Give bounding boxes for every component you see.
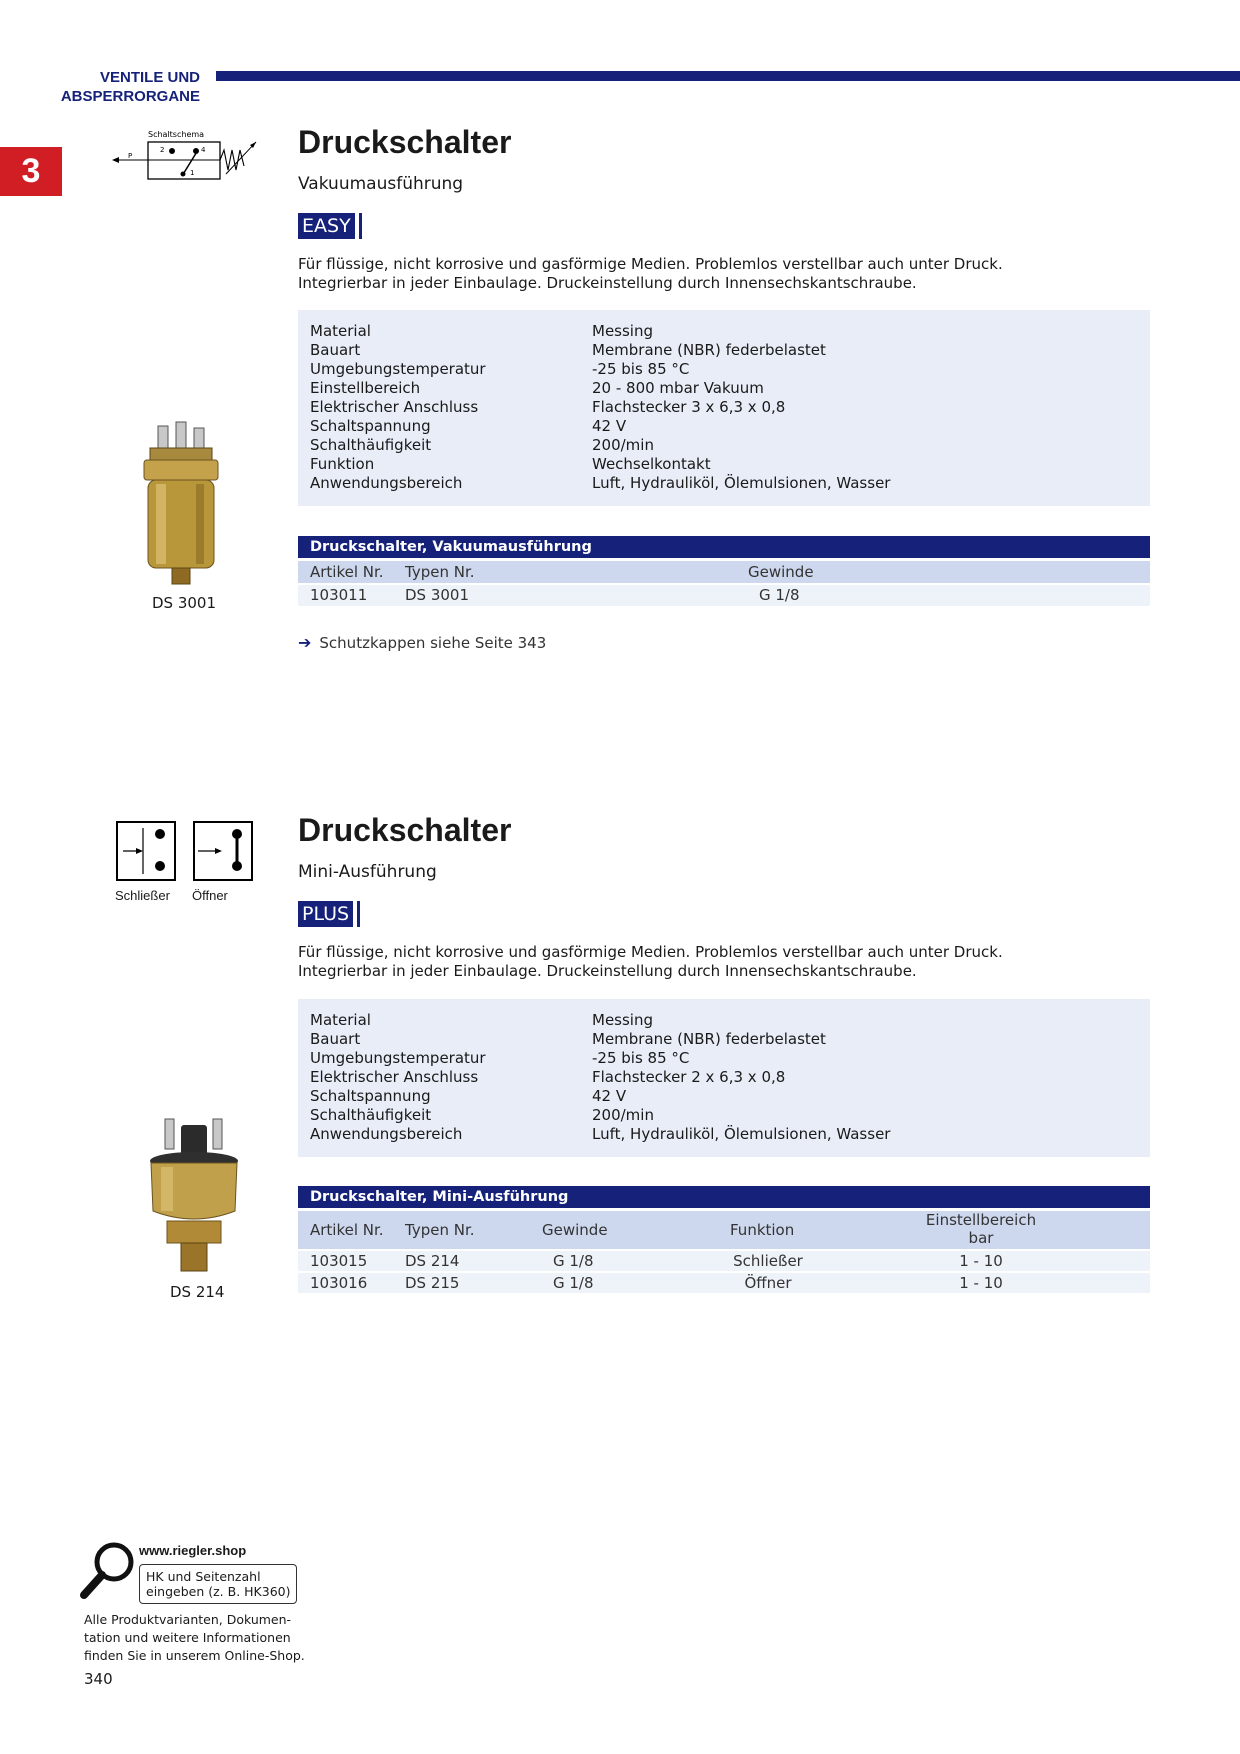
description-line: Für flüssige, nicht korrosive und gasförmige Medien. Problemlos verstellbar auch unter Druck. <box>298 255 1003 273</box>
spec-value: Luft, Hydrauliköl, Ölemulsionen, Wasser <box>592 474 891 492</box>
footer-note <box>84 1611 314 1665</box>
section-title <box>60 68 200 106</box>
spec-value: Flachstecker 2 x 6,3 x 0,8 <box>592 1068 786 1086</box>
shop-url[interactable]: www.riegler.shop <box>139 1543 247 1558</box>
arrow-right-icon: ➔ <box>298 633 312 652</box>
product-description <box>298 943 1058 981</box>
product-subtitle: Mini-Ausführung <box>298 862 437 882</box>
spec-value: Flachstecker 3 x 6,3 x 0,8 <box>592 398 786 416</box>
article-number: 103011 <box>310 586 368 604</box>
product-image-ds3001 <box>130 420 230 594</box>
product-image-ds214 <box>145 1115 245 1284</box>
function: Öffner <box>744 1274 792 1292</box>
search-hint-line: eingeben (z. B. HK360) <box>146 1584 291 1599</box>
normally-open-symbol <box>115 820 177 886</box>
setting-range: 1 - 10 <box>959 1274 1003 1292</box>
pressure-switch-image <box>145 1115 245 1280</box>
section-title-line1: VENTILE UND <box>99 69 200 86</box>
product-table <box>298 536 1150 606</box>
spec-label: Bauart <box>310 1030 361 1048</box>
product-title: Druckschalter <box>298 812 512 848</box>
spec-value: -25 bis 85 °C <box>592 1049 690 1067</box>
badge-divider <box>357 901 360 927</box>
footer-note-line: Alle Produktvarianten, Dokumen- <box>84 1612 292 1627</box>
symbol-label: Öffner <box>192 888 228 903</box>
search-magnifier <box>78 1540 138 1606</box>
svg-text:1: 1 <box>190 169 195 177</box>
table-row[interactable] <box>298 1273 1150 1293</box>
svg-text:2: 2 <box>160 146 165 154</box>
spec-value: Luft, Hydrauliköl, Ölemulsionen, Wasser <box>592 1125 891 1143</box>
table-header-row <box>298 1211 1150 1249</box>
column-header: Gewinde <box>748 563 814 581</box>
column-header: Gewinde <box>542 1221 608 1239</box>
svg-text:4: 4 <box>201 146 206 154</box>
svg-text:P: P <box>128 152 133 160</box>
spec-value: Wechselkontakt <box>592 455 711 473</box>
column-header: Artikel Nr. <box>310 1221 384 1239</box>
page-number: 340 <box>84 1670 113 1688</box>
reference-text: Schutzkappen siehe Seite 343 <box>319 633 547 652</box>
search-hint-box <box>139 1564 297 1604</box>
setting-range: 1 - 10 <box>959 1252 1003 1270</box>
spec-value: 42 V <box>592 417 627 435</box>
column-header: Einstellbereich <box>925 1211 1037 1229</box>
spec-label: Umgebungstemperatur <box>310 360 486 378</box>
spec-label: Schaltspannung <box>310 417 431 435</box>
normally-closed-symbol <box>192 820 254 886</box>
description-line: Integrierbar in jeder Einbaulage. Druckeinstellung durch Innensechskantschraube. <box>298 274 917 292</box>
spec-label: Bauart <box>310 341 361 359</box>
chapter-tab[interactable]: 3 <box>0 147 62 196</box>
spec-label: Material <box>310 322 371 340</box>
spec-panel <box>298 999 1150 1157</box>
spec-label: Einstellbereich <box>310 379 421 397</box>
spec-label: Schalthäufigkeit <box>310 1106 432 1124</box>
spec-value: 20 - 800 mbar Vakuum <box>592 379 764 397</box>
column-header: Typen Nr. <box>405 563 475 581</box>
spec-value: Messing <box>592 322 653 340</box>
product-subtitle: Vakuumausführung <box>298 174 464 194</box>
spec-value: Messing <box>592 1011 653 1029</box>
image-caption: DS 3001 <box>152 594 217 612</box>
diagram-label: Schaltschema <box>148 130 205 139</box>
table-title: Druckschalter, Mini-Ausführung <box>298 1186 1150 1208</box>
thread: G 1/8 <box>553 1274 594 1292</box>
product-title: Druckschalter <box>298 124 512 160</box>
normally-closed-icon <box>192 820 254 882</box>
easy-badge <box>298 213 362 239</box>
switching-diagram-icon <box>110 128 260 186</box>
spec-value: -25 bis 85 °C <box>592 360 690 378</box>
table-header-row <box>298 561 1150 583</box>
spec-value: 200/min <box>592 1106 654 1124</box>
spec-label: Schaltspannung <box>310 1087 431 1105</box>
header-bar <box>216 71 1240 81</box>
spec-label: Schalthäufigkeit <box>310 436 432 454</box>
column-header: Funktion <box>730 1221 795 1239</box>
pressure-switch-image <box>130 420 230 590</box>
column-unit: bar <box>968 1229 994 1247</box>
spec-value: Membrane (NBR) federbelastet <box>592 1030 826 1048</box>
type-number: DS 215 <box>405 1274 460 1292</box>
magnifier-icon <box>78 1540 138 1602</box>
spec-panel <box>298 310 1150 506</box>
thread: G 1/8 <box>759 586 800 604</box>
reference-link[interactable] <box>298 633 546 652</box>
function: Schließer <box>733 1252 803 1270</box>
badge-label: EASY <box>298 213 355 239</box>
spec-value: 42 V <box>592 1087 627 1105</box>
spec-value: Membrane (NBR) federbelastet <box>592 341 826 359</box>
normally-open-icon <box>115 820 177 882</box>
column-header: Typen Nr. <box>405 1221 475 1239</box>
footer-note-line: tation und weitere Informationen <box>84 1630 291 1645</box>
spec-label: Anwendungsbereich <box>310 474 463 492</box>
table-row[interactable] <box>298 585 1150 606</box>
type-number: DS 214 <box>405 1252 460 1270</box>
symbol-label: Schließer <box>115 888 170 903</box>
table-title: Druckschalter, Vakuumausführung <box>298 536 1150 558</box>
section-title-line2: ABSPERRORGANE <box>60 88 200 105</box>
plus-badge <box>298 901 360 927</box>
spec-label: Material <box>310 1011 371 1029</box>
spec-value: 200/min <box>592 436 654 454</box>
badge-label: PLUS <box>298 901 353 927</box>
spec-label: Anwendungsbereich <box>310 1125 463 1143</box>
thread: G 1/8 <box>553 1252 594 1270</box>
spec-label: Funktion <box>310 455 375 473</box>
product-description <box>298 255 1058 293</box>
spec-label: Elektrischer Anschluss <box>310 398 479 416</box>
spec-label: Umgebungstemperatur <box>310 1049 486 1067</box>
table-row[interactable] <box>298 1251 1150 1271</box>
type-number: DS 3001 <box>405 586 470 604</box>
search-hint-line: HK und Seitenzahl <box>146 1569 261 1584</box>
description-line: Für flüssige, nicht korrosive und gasförmige Medien. Problemlos verstellbar auch unter Druck. <box>298 943 1003 961</box>
article-number: 103016 <box>310 1274 368 1292</box>
spec-label: Elektrischer Anschluss <box>310 1068 479 1086</box>
column-header: Artikel Nr. <box>310 563 384 581</box>
image-caption: DS 214 <box>170 1283 225 1301</box>
product-table <box>298 1186 1150 1293</box>
switching-diagram <box>110 128 260 190</box>
badge-divider <box>359 213 362 239</box>
footer-note-line: finden Sie in unserem Online-Shop. <box>84 1648 305 1663</box>
description-line: Integrierbar in jeder Einbaulage. Druckeinstellung durch Innensechskantschraube. <box>298 962 917 980</box>
article-number: 103015 <box>310 1252 368 1270</box>
